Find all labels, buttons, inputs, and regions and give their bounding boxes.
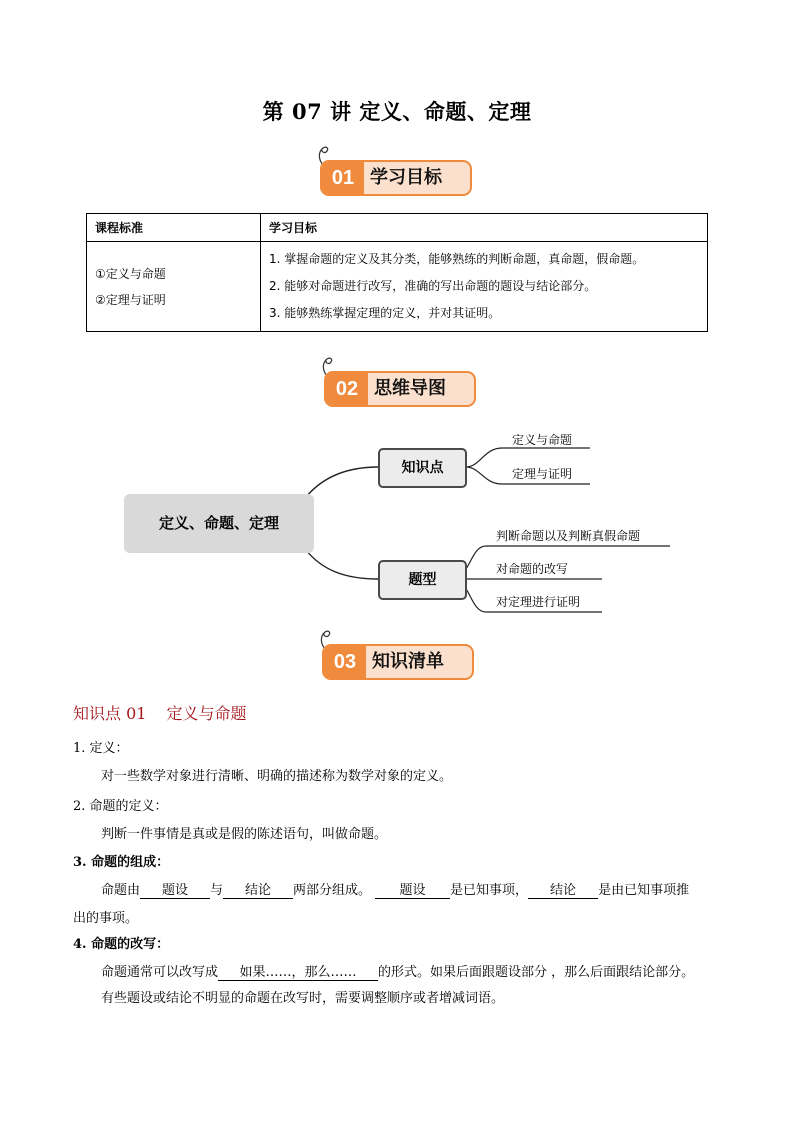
item-body: 有些题设或结论不明显的命题在改写时，需要调整顺序或者增减词语。	[101, 991, 505, 1006]
blank-answer: 结论	[528, 879, 598, 899]
knowledge-point-heading	[73, 701, 246, 724]
section-badge-knowledge	[322, 644, 474, 680]
section-badge-objectives	[320, 160, 472, 196]
table-header-goals: 学习目标	[261, 214, 708, 242]
standard-item: ①定义与命题	[95, 266, 166, 281]
blank-answer: 结论	[223, 879, 293, 899]
knowledge-point-number: 知识点 01	[73, 704, 147, 723]
section-badge-mindmap	[324, 371, 476, 407]
section-label: 思维导图	[374, 378, 446, 399]
goal-item: 2. 能够对命题进行改写，准确的写出命题的题设与结论部分。	[269, 279, 597, 293]
section-label: 知识清单	[372, 651, 444, 672]
item-title: 1. 定义：	[73, 741, 129, 756]
standards-cell	[87, 242, 261, 332]
item-title: 4. 命题的改写：	[73, 937, 170, 952]
section-number: 02	[326, 373, 368, 405]
item-title: 2. 命题的定义：	[73, 799, 168, 814]
blank-answer: 题设	[140, 879, 210, 899]
mindmap-leaf: 定义与命题	[512, 433, 573, 447]
goals-cell	[261, 242, 708, 332]
mindmap-leaf: 对命题的改写	[496, 562, 569, 576]
mindmap-branch-question-types: 题型	[378, 560, 467, 600]
section-number: 01	[322, 162, 364, 194]
item-body: 命题通常可以改写成 如果……，那么…… 的形式。如果后面跟题设部分 ，那么后面跟结论部分。	[101, 961, 694, 981]
blank-answer: 如果……，那么……	[218, 961, 378, 981]
goal-item: 1. 掌握命题的定义及其分类，能够熟练的判断命题，真命题，假命题。	[269, 252, 645, 266]
item-body: 命题由 题设 与 结论 两部分组成。 题设 是已知事项， 结论 是由已知事项推	[101, 879, 689, 899]
mindmap-root: 定义、命题、定理	[124, 494, 314, 553]
objectives-table	[86, 213, 708, 332]
section-number: 03	[324, 646, 366, 678]
item-body: 对一些数学对象进行清晰、明确的描述称为数学对象的定义。	[101, 769, 453, 784]
mindmap-leaf: 判断命题以及判断真假命题	[496, 529, 641, 543]
table-header-standard: 课程标准	[87, 214, 261, 242]
page-title: 第 07 讲 定义、命题、定理	[262, 99, 532, 124]
mindmap-leaf: 对定理进行证明	[496, 595, 581, 609]
item-body-continued: 出的事项。	[73, 911, 139, 926]
item-title: 3. 命题的组成：	[73, 855, 170, 870]
knowledge-point-name: 定义与命题	[166, 704, 247, 723]
mindmap-branch-knowledge: 知识点	[378, 448, 467, 488]
goal-item: 3. 能够熟练掌握定理的定义，并对其证明。	[269, 306, 501, 320]
mindmap-leaf: 定理与证明	[512, 467, 573, 481]
item-body: 判断一件事情是真或是假的陈述语句，叫做命题。	[101, 827, 388, 842]
blank-answer: 题设	[375, 879, 450, 899]
section-label: 学习目标	[370, 167, 442, 188]
standard-item: ②定理与证明	[95, 292, 166, 307]
